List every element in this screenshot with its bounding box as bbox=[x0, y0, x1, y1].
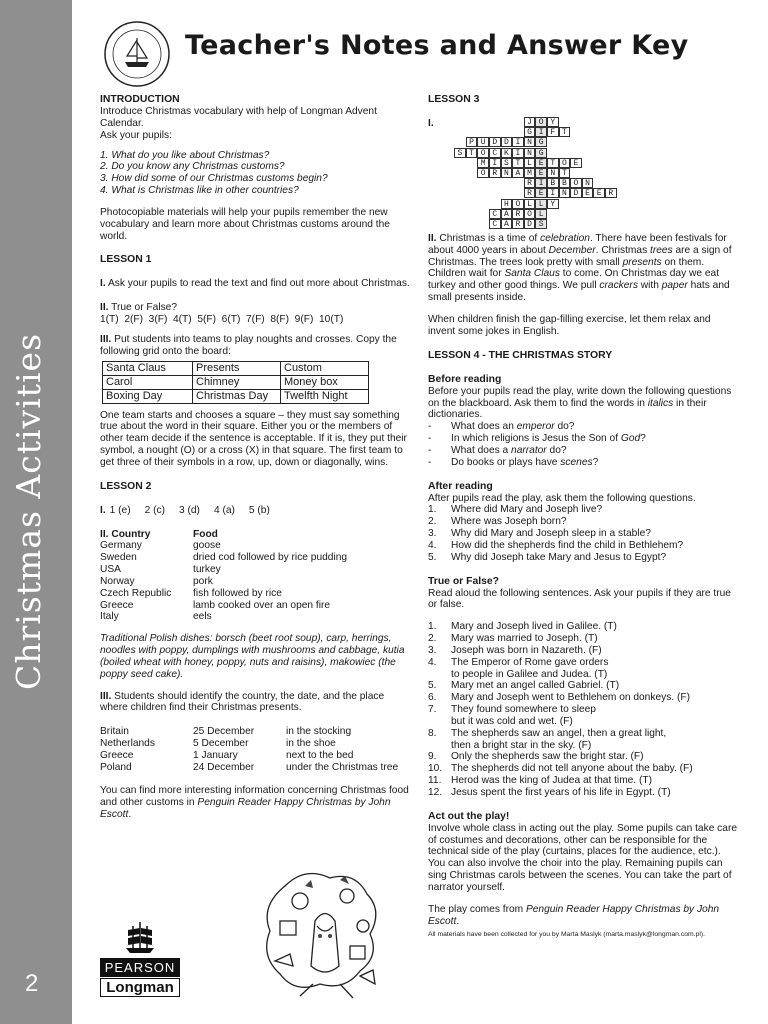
crossword-cell: E bbox=[535, 168, 547, 178]
before-question: - What does a narrator do? bbox=[428, 444, 567, 456]
food-row: Norway pork bbox=[100, 575, 213, 587]
noughts-crosses-grid bbox=[102, 361, 369, 404]
presents-row: Poland 24 December under the Christmas tree bbox=[100, 761, 399, 773]
lesson1-part-2: II. True or False? bbox=[100, 302, 178, 314]
true-false-item: then a bright star in the sky. (F) bbox=[451, 739, 592, 751]
true-false-heading: True or False? bbox=[428, 575, 500, 587]
crossword-cell: I bbox=[547, 188, 559, 198]
true-false-text: Read aloud the following sentences. Ask your pupils if they are true or false. bbox=[428, 587, 731, 611]
crossword-cell: E bbox=[582, 188, 594, 198]
crossword-cell: M bbox=[477, 158, 489, 168]
grid-cell: Custom bbox=[281, 361, 369, 375]
after-question: 4. How did the shepherds find the child in Bethlehem? bbox=[428, 539, 684, 551]
crossword-cell: D bbox=[501, 137, 513, 147]
crossword-cell: I bbox=[512, 148, 524, 158]
publisher-logo bbox=[100, 918, 180, 997]
before-reading-text: Before your pupils read the play, write down the following questions on the blackboard. Ask them to find the words in italics in their dictionaries. bbox=[428, 385, 732, 421]
true-false-item: 1. Mary and Joseph lived in Galilee. (T) bbox=[428, 621, 617, 633]
crossword-cell: O bbox=[559, 158, 571, 168]
crossword-cell: O bbox=[524, 209, 536, 219]
crossword-cell: Y bbox=[547, 117, 559, 127]
crossword-cell: P bbox=[466, 137, 478, 147]
crossword-cell: A bbox=[501, 219, 513, 229]
true-false-item: but it was cold and wet. (F) bbox=[451, 715, 573, 727]
crossword-cell: G bbox=[535, 137, 547, 147]
lesson1-part-1: I. Ask your pupils to read the text and find out more about Christmas. bbox=[100, 278, 410, 290]
crossword-cell: N bbox=[501, 168, 513, 178]
crossword-cell: I bbox=[489, 158, 501, 168]
crossword-cell: Y bbox=[547, 199, 559, 209]
page-number: 2 bbox=[25, 970, 39, 997]
crossword-cell: R bbox=[512, 209, 524, 219]
credit-line: All materials have been collected for you by Marta Maslyk (marta.maslyk@longman.com.pl). bbox=[428, 931, 705, 939]
crossword-cell: T bbox=[559, 127, 571, 137]
christmas-illustration bbox=[255, 866, 390, 1016]
after-question: 2. Where was Joseph born? bbox=[428, 516, 567, 528]
crossword-cell: C bbox=[489, 209, 501, 219]
page-title: Teacher's Notes and Answer Key bbox=[185, 30, 689, 61]
presents-row: Greece 1 January next to the bed bbox=[100, 749, 354, 761]
crossword-cell: O bbox=[477, 168, 489, 178]
crossword-cell: H bbox=[501, 199, 513, 209]
left-column bbox=[100, 94, 410, 821]
grid-cell: Santa Claus bbox=[103, 361, 193, 375]
crossword-cell: N bbox=[547, 168, 559, 178]
longman-label: Longman bbox=[100, 978, 180, 997]
crossword-cell: K bbox=[501, 148, 513, 158]
after-question: 1. Where did Mary and Joseph live? bbox=[428, 504, 603, 516]
pearson-label: PEARSON bbox=[100, 958, 180, 977]
true-false-item: 7. They found somewhere to sleep bbox=[428, 704, 596, 716]
true-false-item: to people in Galilee and Judea. (T) bbox=[451, 668, 608, 680]
grid-cell: Chimney bbox=[193, 375, 281, 389]
crossword-cell: A bbox=[501, 209, 513, 219]
crossword-cell: L bbox=[535, 199, 547, 209]
crossword-cell: E bbox=[535, 158, 547, 168]
presents-row: Netherlands 5 December in the shoe bbox=[100, 738, 336, 749]
crossword-cell: F bbox=[547, 127, 559, 137]
crossword-cell: M bbox=[524, 168, 536, 178]
crossword-cell: I bbox=[512, 137, 524, 147]
crossword-cell: O bbox=[570, 178, 582, 188]
food-row: Italy eels bbox=[100, 611, 212, 623]
after-question: 3. Why did Mary and Joseph sleep in a stable? bbox=[428, 528, 651, 540]
presents-row: Britain 25 December in the stocking bbox=[100, 726, 352, 738]
crossword-cell: D bbox=[489, 137, 501, 147]
lesson3-gap-text: When children finish the gap-filling exercise, let them relax and invent some jokes in English. bbox=[428, 313, 711, 337]
true-false-item: 8. The shepherds saw an angel, then a great light, bbox=[428, 727, 667, 739]
crossword-cell: B bbox=[559, 178, 571, 188]
true-false-item: 10. The shepherds did not tell anyone about the baby. (F) bbox=[428, 763, 693, 775]
grid-cell: Carol bbox=[103, 375, 193, 389]
true-false-list bbox=[428, 621, 738, 798]
food-row: Czech Republic fish followed by rice bbox=[100, 587, 282, 599]
crossword-cell: E bbox=[593, 188, 605, 198]
grid-cell: Money box bbox=[281, 375, 369, 389]
true-false-item: 2. Mary was married to Joseph. (T) bbox=[428, 633, 598, 645]
crossword-cell: T bbox=[559, 168, 571, 178]
true-false-item: 9. Only the shepherds saw the bright star. (F) bbox=[428, 751, 644, 763]
crossword-cell: R bbox=[512, 219, 524, 229]
ship-icon bbox=[100, 918, 180, 954]
true-false-item: 5. Mary met an angel called Gabriel. (T) bbox=[428, 680, 620, 692]
crossword-cell: G bbox=[535, 148, 547, 158]
food-row: Sweden dried cod followed by rice pudding bbox=[100, 552, 348, 564]
crossword-cell: N bbox=[582, 178, 594, 188]
polish-dishes: Traditional Polish dishes: borsch (beet root soup), carp, herrings, noodles with poppy, dumplings with mushrooms and cabbage, kutia (boiled wheat with honey, poppy, nuts and raisins), makowiec (the poppy seed cake). bbox=[100, 633, 405, 680]
crossword-cell: I bbox=[535, 127, 547, 137]
sidebar-title: Christmas Activities bbox=[9, 332, 48, 690]
after-reading-text: After pupils read the play, ask them the following questions. bbox=[428, 492, 696, 504]
crossword-cell: L bbox=[524, 199, 536, 209]
crossword-cell: T bbox=[547, 158, 559, 168]
crossword-cell: O bbox=[512, 199, 524, 209]
crossword-cell: T bbox=[466, 148, 478, 158]
food-row: USA turkey bbox=[100, 564, 221, 576]
food-row: Greece lamb cooked over an open fire bbox=[100, 599, 331, 611]
intro-question: 3. How did some of our Christmas customs begin? bbox=[100, 173, 328, 185]
lesson3-heading: LESSON 3 bbox=[428, 94, 480, 105]
crossword-cell: C bbox=[489, 219, 501, 229]
crossword-cell: D bbox=[570, 188, 582, 198]
true-false-item: 6. Mary and Joseph went to Bethlehem on donkeys. (F) bbox=[428, 692, 690, 704]
lesson2-heading: LESSON 2 bbox=[100, 480, 152, 492]
crossword-cell: R bbox=[605, 188, 617, 198]
lesson3-part-1-label: I. bbox=[428, 118, 434, 130]
crossword-cell: T bbox=[512, 158, 524, 168]
sidebar bbox=[0, 0, 72, 1024]
act-out-heading: Act out the play! bbox=[428, 810, 510, 822]
crossword-cell: N bbox=[524, 137, 536, 147]
crossword-cell: N bbox=[524, 148, 536, 158]
after-reading-heading: After reading bbox=[428, 480, 493, 492]
right-column-lower bbox=[428, 233, 738, 939]
before-question: - In which religions is Jesus the Son of God? bbox=[428, 433, 646, 445]
crossword-cell: I bbox=[535, 178, 547, 188]
grid-cell: Boxing Day bbox=[103, 389, 193, 403]
lesson3-part-2: II. Christmas is a time of celebration. There have been festivals for about 4000 years in about December. Christmas trees are a sign of Christmas. The trees look pretty with small presents on them. Children wait for Santa Claus to come. On Christmas day we eat turkey and other good things. We pull crackers with paper hats and small presents inside. bbox=[428, 233, 732, 304]
food-row: Germany goose bbox=[100, 540, 221, 552]
crossword-cell: E bbox=[535, 188, 547, 198]
food-header: II. Country Food bbox=[100, 528, 218, 540]
before-reading-heading: Before reading bbox=[428, 373, 502, 385]
crossword-cell: U bbox=[477, 137, 489, 147]
lesson1-answers: 1(T) 2(F) 3(F) 4(T) 5(F) 6(T) 7(F) 8(F) 9(F) 10(T) bbox=[100, 314, 344, 326]
crossword-cell: O bbox=[477, 148, 489, 158]
crossword-cell: S bbox=[454, 148, 466, 158]
grid-cell: Twelfth Night bbox=[281, 389, 369, 403]
grid-cell: Christmas Day bbox=[193, 389, 281, 403]
crossword-cell: L bbox=[535, 209, 547, 219]
crossword-cell: S bbox=[501, 158, 513, 168]
intro-text-1: Introduce Christmas vocabulary with help of Longman Advent Calendar. bbox=[100, 106, 377, 129]
crossword-cell: N bbox=[559, 188, 571, 198]
crossword-cell: R bbox=[524, 178, 536, 188]
after-question: 5. Why did Joseph take Mary and Jesus to Egypt? bbox=[428, 551, 667, 563]
lesson4-heading: LESSON 4 - THE CHRISTMAS STORY bbox=[428, 349, 613, 361]
lesson2-answers: I. 1 (e) 2 (c) 3 (d) 4 (a) 5 (b) bbox=[100, 504, 270, 516]
crossword-cell: R bbox=[524, 188, 536, 198]
true-false-item: 11. Herod was the king of Judea at that time. (T) bbox=[428, 775, 653, 787]
crossword-cell: J bbox=[524, 117, 536, 127]
intro-question: 1. What do you like about Christmas? bbox=[100, 149, 270, 161]
crossword-cell: O bbox=[535, 117, 547, 127]
crossword-cell: G bbox=[524, 127, 536, 137]
crossword-cell: D bbox=[524, 219, 536, 229]
lesson1-heading: LESSON 1 bbox=[100, 254, 152, 266]
before-question: - What does an emperor do? bbox=[428, 421, 575, 433]
longman-exclusive-logo bbox=[103, 20, 171, 88]
intro-text-3: Photocopiable materials will help your pupils remember the new vocabulary and learn more about Christmas customs around the world. bbox=[100, 206, 390, 242]
intro-question: 4. What is Christmas like in other countries? bbox=[100, 185, 299, 197]
grid-cell: Presents bbox=[193, 361, 281, 375]
crossword-cell: B bbox=[547, 178, 559, 188]
more-info: You can find more interesting information concerning Christmas food and other customs in Penguin Reader Happy Christmas by John Escott. bbox=[100, 785, 409, 821]
crossword-cell: L bbox=[524, 158, 536, 168]
intro-heading: INTRODUCTION bbox=[100, 94, 180, 105]
play-source: The play comes from Penguin Reader Happy Christmas by John Escott. bbox=[428, 903, 720, 927]
crossword-cell: C bbox=[489, 148, 501, 158]
act-out-text: Involve whole class in acting out the play. Some pupils can take care of costumes and decorations, other can be responsible for the technical side of the play (curtains, places for the audience, etc.). You can also involve the choir into the play. Remaining pupils can sing Christmas carols between the scenes. You can take the part of narrator yourself. bbox=[428, 822, 738, 893]
intro-question: 2. Do you know any Christmas customs? bbox=[100, 161, 285, 173]
crossword-cell: A bbox=[512, 168, 524, 178]
true-false-item: 12. Jesus spent the first years of his life in Egypt. (T) bbox=[428, 786, 671, 798]
crossword-cell: S bbox=[535, 219, 547, 229]
lesson1-part-3: III. Put students into teams to play noughts and crosses. Copy the following grid onto the board: bbox=[100, 333, 397, 357]
lesson1-text-4: One team starts and chooses a square – they must say something true about the word in their square. Either you or the members of other team decide if the sentence is acceptable. If it is, they put their symbol, a nought (O) or a cross (X) in that square. The first team to get three of their symbols in a row, up, down or diagonally, wins. bbox=[100, 409, 407, 468]
true-false-item: 3. Joseph was born in Nazareth. (F) bbox=[428, 644, 602, 656]
crossword-grid bbox=[431, 117, 641, 229]
lesson2-part-3: III. Students should identify the country, the date, and the place where children find their Christmas presents. bbox=[100, 690, 385, 714]
before-question: - Do books or plays have scenes? bbox=[428, 456, 599, 468]
crossword-cell: R bbox=[489, 168, 501, 178]
true-false-item: 4. The Emperor of Rome gave orders bbox=[428, 656, 609, 668]
intro-text-2: Ask your pupils: bbox=[100, 129, 172, 141]
crossword-cell: E bbox=[570, 158, 582, 168]
